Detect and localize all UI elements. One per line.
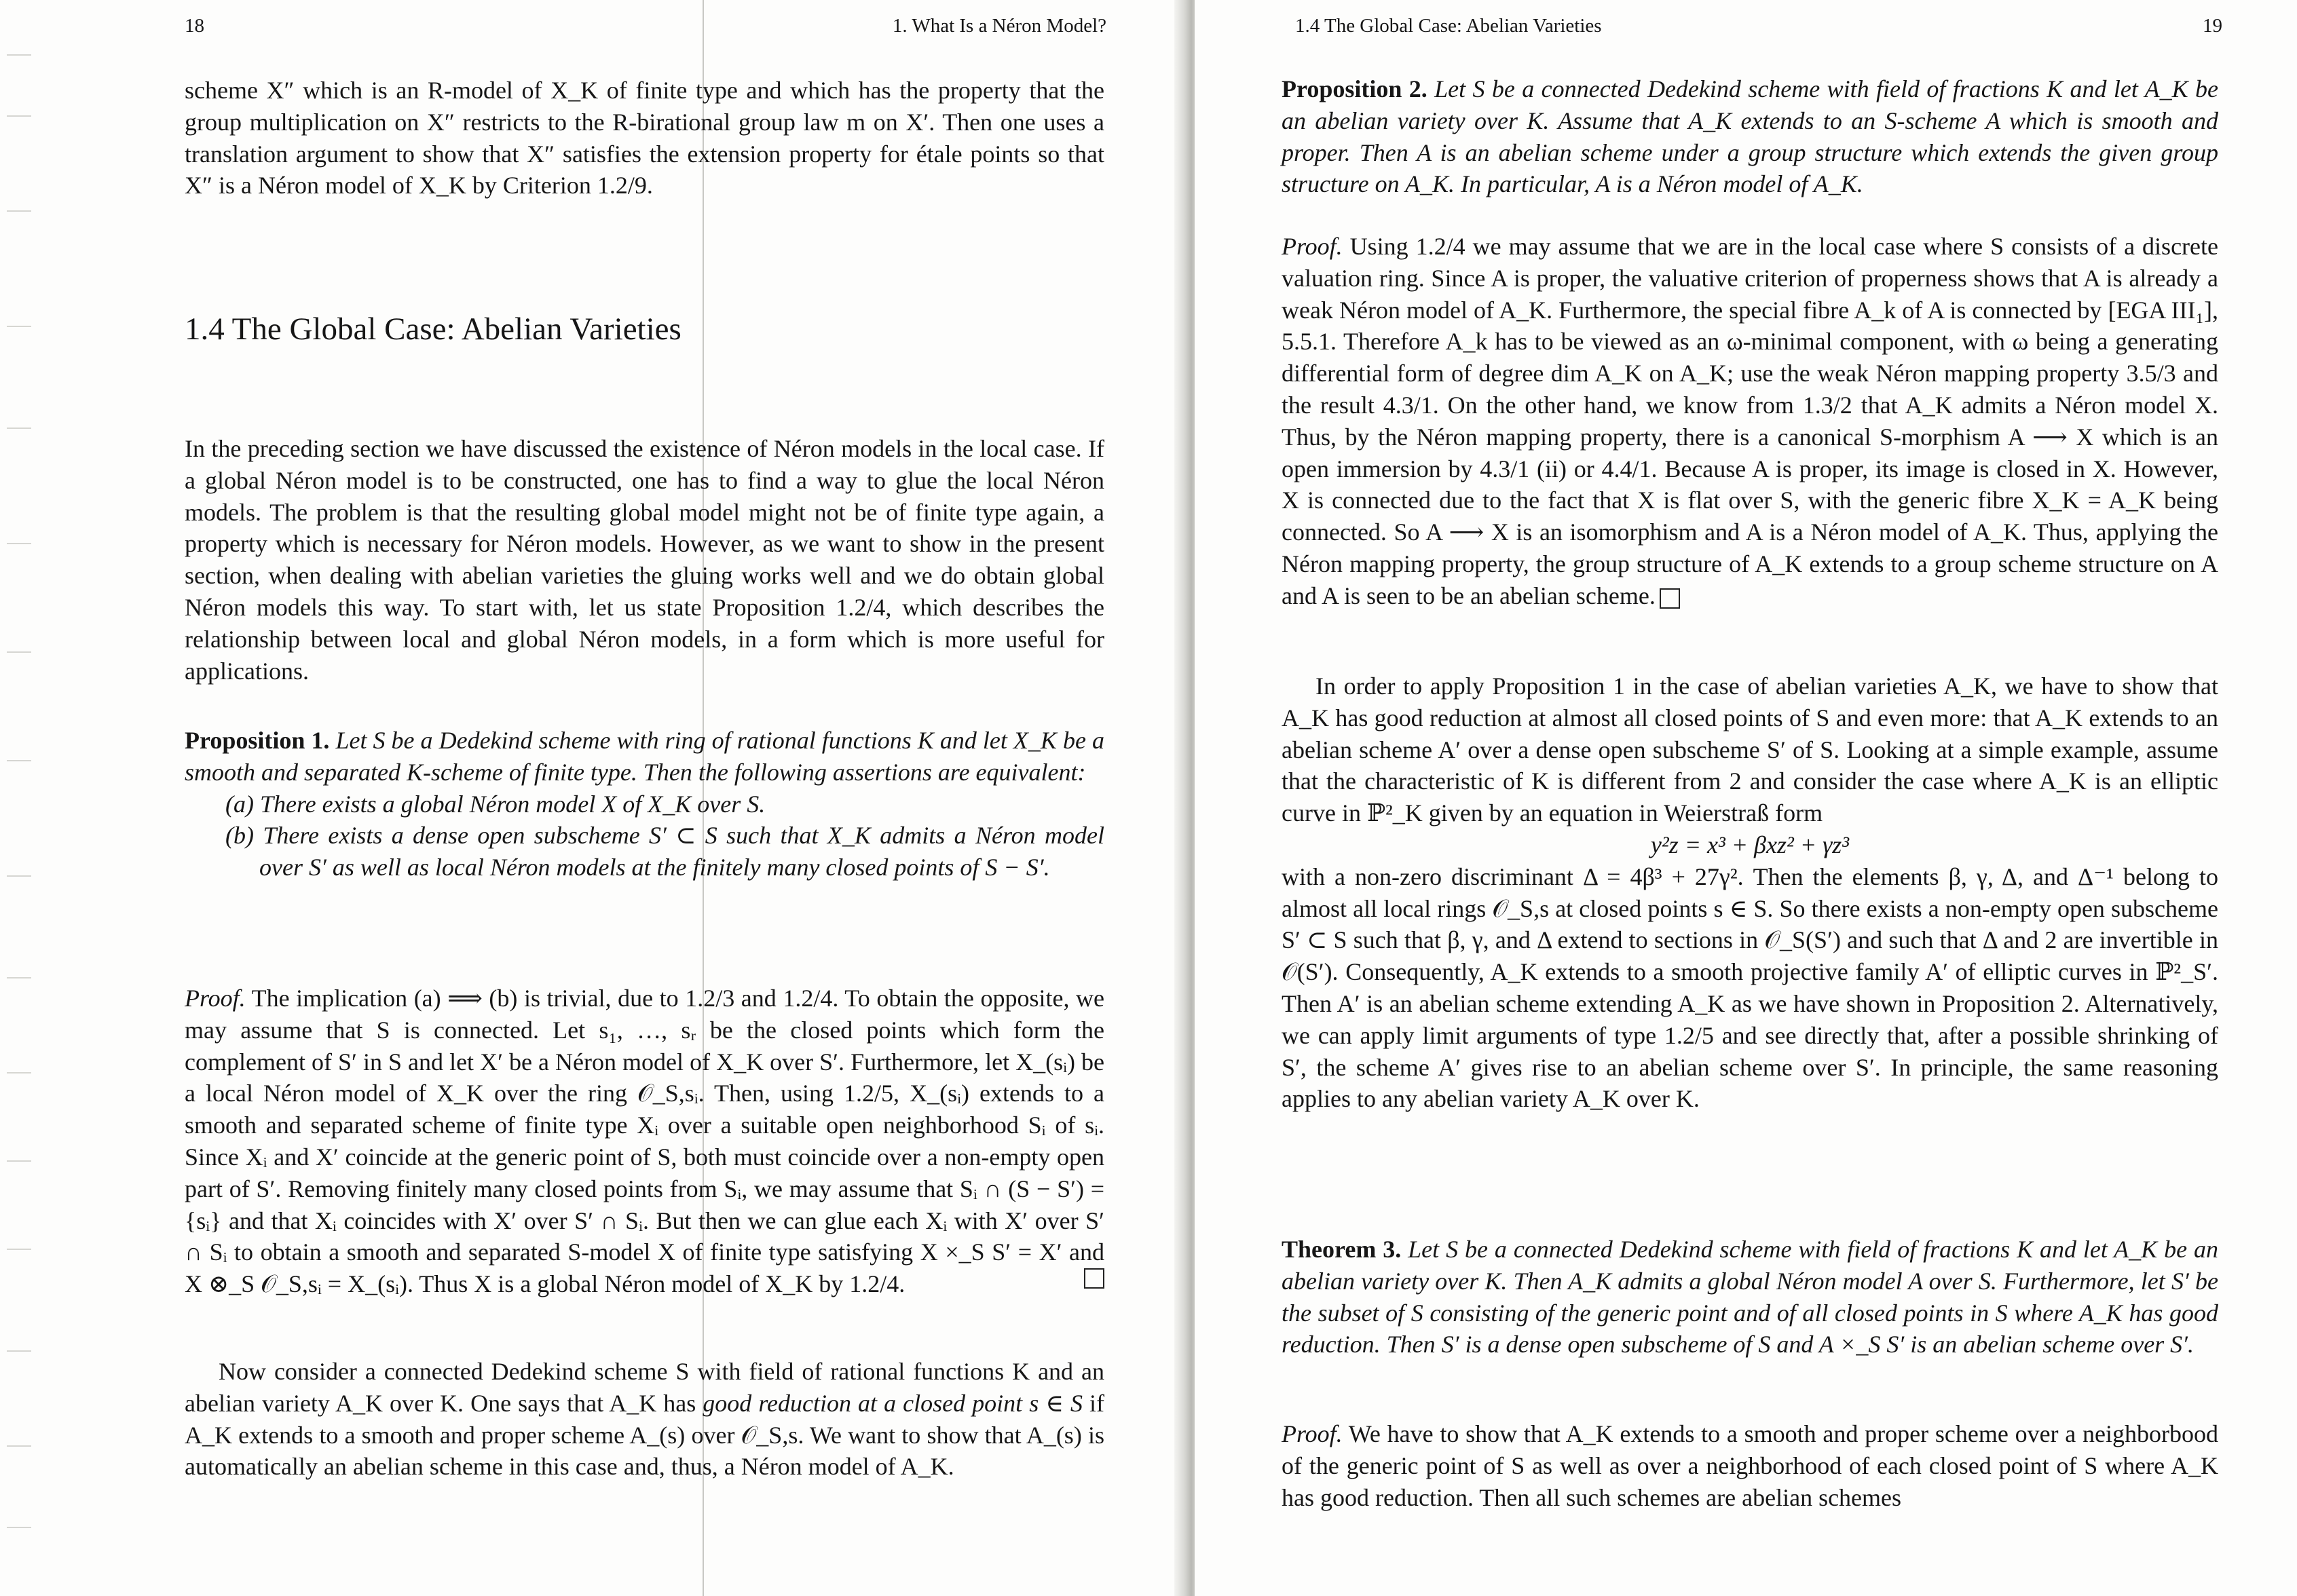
- theorem-3-label: Theorem 3.: [1282, 1236, 1402, 1263]
- margin-tick-marks: [7, 41, 34, 1561]
- proof-3: [1282, 1418, 2218, 1513]
- discriminant-text: with a non-zero discriminant Δ = 4β³ + 27γ². Then the elements β, γ, Δ, and Δ⁻¹ belong to almost all local rings 𝒪_S,s at closed points s ∈ S. So there exists a non-empty open subscheme S′ ⊂ S such that β, γ, and Δ extend to sections in 𝒪_S(S′) and such that Δ and 2 are invertible in 𝒪(S′). Consequently, A_K extends to a smooth projective family A′ of elliptic curves in ℙ²_S′. Then A′ is an abelian scheme extending A_K as we have shown in Proposition 2. Alternatively, we can apply limit arguments of type 1.2/5 and see directly that, after a possible shrinking of S′, the scheme A′ gives rise to an abelian scheme over S′. In principle, the same reasoning applies to any abelian variety A_K over K.: [1282, 862, 2218, 1113]
- running-head-right: 1.4 The Global Case: Abelian Varieties: [1295, 15, 1602, 37]
- elliptic-curve-paragraph: [1282, 670, 2218, 1115]
- page-number-left: 18: [185, 15, 204, 37]
- section-paragraph-text: In the preceding section we have discussed the existence of Néron models in the local case. If a global Néron model is to be constructed, one has to find a way to glue the local Néron models. The problem is that the resulting global model might not be of finite type again, a property which is necessary for Néron models. However, as we want to show in the present section, when dealing with abelian varieties the gluing works well and we do obtain global Néron models this way. To start with, let us state Proposition 1.2/4, which describes the relationship between local and global Néron models, in a form which is more useful for applications.: [185, 435, 1104, 685]
- weierstrass-equation: y²z = x³ + βxz² + γz³: [1650, 831, 1850, 858]
- proposition-2-label: Proposition 2.: [1282, 75, 1427, 102]
- proposition-1-case-b: (b) There exists a dense open subscheme S′ ⊂ S such that X_K admits a Néron model over S′ as well as local Néron models at the finitely many closed points of S − S′.: [225, 822, 1104, 881]
- qed-box: [1660, 588, 1680, 609]
- good-reduction-definition: good reduction at a closed point s ∈ S: [703, 1389, 1083, 1417]
- intro-paragraph-text: scheme X″ which is an R-model of X_K of finite type and which has the property that the group multiplication on X″ restricts to the R-birational group law m on X′. Then one uses a translation argument to show that X″ satisfies the extension property for étale points so that X″ is a Néron model of X_K by Criterion 1.2/9.: [185, 77, 1104, 200]
- section-title: 1.4 The Global Case: Abelian Varieties: [185, 311, 681, 347]
- good-reduction-text-b: if A_K extends to a smooth and proper scheme A_(s) over 𝒪_S,s. We want to show that A_(s) is automatically an abelian scheme in this case and, thus, a Néron model of A_K.: [185, 1389, 1104, 1481]
- right-page: [1195, 0, 2297, 1596]
- good-reduction-paragraph: [185, 1356, 1104, 1483]
- proposition-1: [185, 725, 1104, 884]
- intro-paragraph: [185, 75, 1104, 202]
- proposition-1-case-a: (a) There exists a global Néron model X of X_K over S.: [225, 790, 766, 818]
- proof-1-text: The implication (a) ⟹ (b) is trivial, due to 1.2/3 and 1.2/4. To obtain the opposite, we may assume that S is connected. Let s₁, …, sᵣ be the closed points which form the complement of S′ in S and let X′ be a Néron model of X_K over S′. Furthermore, let X_(sᵢ) be a local Néron model of X_K over the ring 𝒪_S,sᵢ. Then, using 1.2/5, X_(sᵢ) extends to a smooth and separated scheme of finite type Xᵢ over a suitable open neighborhood Sᵢ of sᵢ. Since Xᵢ and X′ coincide at the generic point of S, both must coincide over a non-empty open part of S′. Removing finitely many closed points from Sᵢ, we may assume that Sᵢ ∩ (S − S′) = {sᵢ} and that Xᵢ coincides with X′ over S′ ∩ Sᵢ. But then we can glue each Xᵢ with X′ over S′ ∩ Sᵢ to obtain a smooth and separated S-model X of finite type satisfying X ×_S S′ = X′ and X ⊗_S 𝒪_S,sᵢ = X_(sᵢ). Thus X is a global Néron model of X_K by 1.2/4.: [185, 985, 1105, 1298]
- elliptic-curve-text: In order to apply Proposition 1 in the case of abelian varieties A_K, we have to show that A_K has good reduction at almost all closed points of S and even more: that A_K extends to an abelian scheme A′ over a dense open subscheme S′ of S. Looking at a simple example, assume that the characteristic of K is different from 2 and consider the case where A_K is an elliptic curve in ℙ²_K given by an equation in Weierstraß form: [1282, 672, 2218, 827]
- good-reduction-text-a: Now consider a connected Dedekind scheme S with field of rational functions K and an abelian variety A_K over K. One says that A_K has: [185, 1358, 1104, 1417]
- theorem-3-text: Let S be a connected Dedekind scheme with field of fractions K and let A_K be an abelian variety over K. Then A_K admits a global Néron model A over S. Furthermore, let S′ be the subset of S consisting of the generic point and of all closed points in S where A_K has good reduction. Then S′ is a dense open subscheme of S and A ×_S S′ is an abelian scheme over S′.: [1282, 1236, 2218, 1358]
- qed-box: [1084, 1268, 1104, 1289]
- proposition-2-text: Let S be a connected Dedekind scheme with field of fractions K and let A_K be an abelian variety over K. Assume that A_K extends to an S-scheme A which is smooth and proper. Then A is an abelian scheme under a group structure which extends the given group structure on A_K. In particular, A is a Néron model of A_K.: [1282, 75, 2218, 198]
- section-paragraph: [185, 433, 1104, 687]
- proof-1-label: Proof.: [185, 985, 246, 1012]
- proof-3-text: We have to show that A_K extends to a smooth and proper scheme over a neighborbood of the generic point of S as well as over a neighborhood of each closed point of S where A_K has good reduction. Then all such schemes are abelian schemes: [1282, 1420, 2218, 1511]
- running-head-left: 1. What Is a Néron Model?: [892, 15, 1106, 37]
- theorem-3: [1282, 1234, 2218, 1361]
- proof-1: [185, 983, 1104, 1300]
- proposition-2: [1282, 73, 2218, 200]
- proof-2: [1282, 231, 2218, 612]
- proof-2-label: Proof.: [1282, 233, 1343, 260]
- proof-2-text: Using 1.2/4 we may assume that we are in the local case where S consists of a discrete valuation ring. Since A is proper, the valuative criterion of properness shows that A is already a weak Néron model of A_K. Furthermore, the special fibre A_k of A is connected by [EGA III₁], 5.5.1. Therefore A_k has to be viewed as an ω-minimal component, with ω being a generating differential form of degree dim A_K on A_K; use the weak Néron mapping property 3.5/3 and the result 4.3/1. On the other hand, we know from 1.3/2 that A_K admits a Néron model X. Thus, by the Néron mapping property, there is a canonical S-morphism A ⟶ X which is an open immersion by 4.3/1 (ii) or 4.4/1. Because A is proper, its image is closed in X. However, X is connected due to the fact that X is flat over S, with the generic fibre X_K = A_K being connected. So A ⟶ X is an isomorphism and A is a Néron model of A_K. Thus, applying the Néron mapping property, the group structure of A_K extends to a group scheme structure on A and A is seen to be an abelian scheme.: [1282, 233, 2218, 609]
- proposition-1-text: Let S be a Dedekind scheme with ring of rational functions K and let X_K be a smooth and separated K-scheme of finite type. Then the following assertions are equivalent:: [185, 727, 1104, 786]
- page-number-right: 19: [2203, 15, 2222, 37]
- proposition-1-label: Proposition 1.: [185, 727, 330, 754]
- proof-3-label: Proof.: [1282, 1420, 1343, 1447]
